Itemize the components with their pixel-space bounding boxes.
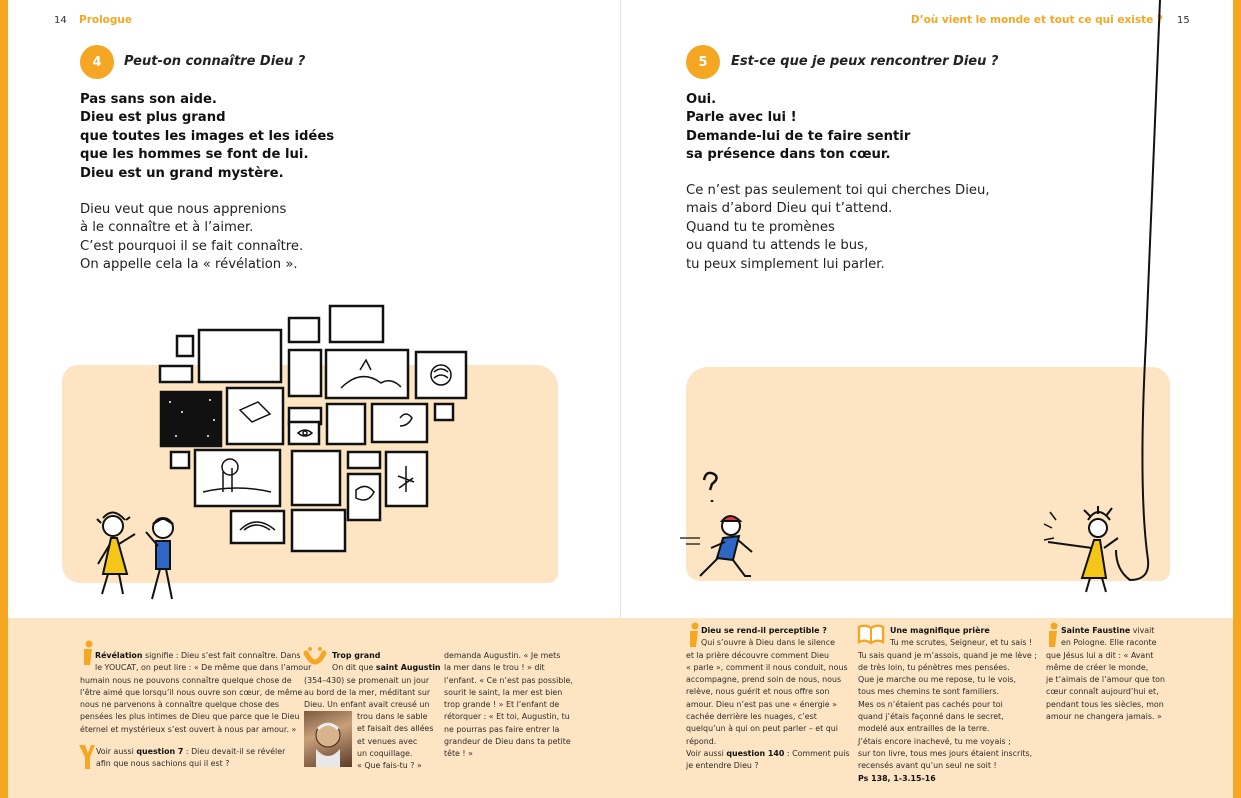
prayer-line: quand j’étais façonné dans le secret, [858, 712, 1004, 722]
left-running-title: Prologue [79, 14, 133, 26]
note-line: que Jésus lui a dit : « Avant [1046, 650, 1154, 660]
revelation-note [80, 650, 312, 736]
perceptible-note [686, 625, 850, 773]
note-line: cachée derrière les nuages, c’est [686, 712, 817, 722]
note-line: éternel et mystérieux s’est ouvert à nous par amour. » [80, 724, 297, 734]
body-line: mais d’abord Dieu qui t’attend. [686, 201, 893, 217]
note-line: humain nous ne pouvons connaître quelque chose de [80, 675, 292, 685]
faustine-note [1046, 625, 1176, 723]
body-line: C’est pourquoi il se fait connaître. [80, 238, 304, 254]
question-mark-icon [704, 473, 717, 502]
note-line: « Que fais-tu ? » [357, 761, 422, 771]
prayer-line: Tu me scrutes, Seigneur, et tu sais ! [890, 638, 1033, 648]
note-line: l’enfant. « Ce n’est pas possible, [444, 675, 573, 685]
note-line: je entendre Dieu ? [686, 761, 759, 771]
prayer-line: de très loin, tu pénètres mes pensées. [858, 662, 1010, 672]
note-line: « parle », comment il nous conduit, nous [686, 662, 848, 672]
question-number-badge: 5 [686, 45, 720, 79]
answer-line: Dieu est plus grand [80, 110, 226, 126]
note-line: en Pologne. Elle raconte [1061, 638, 1157, 648]
prayer-line: Mes os n’étaient pas cachés pour toi [858, 699, 1003, 709]
answer-line: que les hommes se font de lui. [80, 147, 309, 163]
answer-line: Dieu est un grand mystère. [80, 165, 284, 181]
right-page-number: 15 [1177, 15, 1190, 26]
answer-line: sa présence dans ton cœur. [686, 147, 891, 163]
note-line: pensées les plus intimes de Dieu que parce que le Dieu [80, 712, 300, 722]
revelation-term: Révélation [95, 651, 143, 660]
note-heading: Une magnifique prière [890, 626, 990, 635]
answer-line: Demande-lui de te faire sentir [686, 128, 911, 144]
note-line: pendant tous les siècles, mon [1046, 699, 1164, 709]
body-line: On appelle cela la « révélation ». [80, 257, 298, 273]
note-line: sourit le saint, la mer est bien [444, 687, 563, 697]
note-line: un coquillage. [357, 748, 413, 758]
augustine-portrait [304, 711, 352, 767]
prayer-line: J’étais encore inachevé, tu me voyais ; [858, 736, 1011, 746]
body-line: Dieu veut que nous apprenions [80, 202, 287, 217]
note-line: vivait [1130, 626, 1155, 635]
prayer-line: tous mes chemins te sont familiers. [858, 687, 999, 697]
note-line: signifie : Dieu s’est fait connaître. Dans [142, 651, 301, 660]
psalm-reference: Ps 138, 1-3.15-16 [858, 773, 936, 783]
note-line: rétorquer : « Et toi, Augustin, tu [444, 712, 570, 722]
note-line: je t’aimais de l’amour que ton [1046, 675, 1165, 685]
see-also-ref: question 7 [136, 747, 184, 756]
note-line: même de créer le monde, [1046, 662, 1149, 672]
note-line: : Comment puis [784, 748, 850, 758]
note-line: Dieu. Un enfant avait creusé un [304, 700, 430, 710]
note-line: grandeur de Dieu dans ta petite [444, 737, 571, 747]
prayer-line: recensés avant qu’un seul ne soit ! [858, 761, 997, 771]
note-line: demanda Augustin. « Je mets [444, 651, 561, 660]
note-line: la mer dans le trou ! » dit [444, 663, 545, 673]
note-line: trou dans le sable [357, 712, 428, 721]
note-line: : Dieu devait-il se révéler [183, 747, 286, 756]
body-line: tu peux simplement lui parler. [686, 256, 885, 272]
note-line: quelqu’un à qui on peut parler – et qui [686, 724, 838, 734]
prayer-line: modelé aux entrailles de la terre. [858, 724, 990, 734]
note-line: et la prière découvre comment Dieu [686, 650, 829, 660]
note-line: Qui s’ouvre à Dieu dans le silence [701, 638, 836, 648]
priere-note [858, 625, 1038, 785]
answer-line: Parle avec lui ! [686, 110, 797, 126]
note-line: On dit que [332, 663, 376, 673]
note-line: nous ne parvenons à connaître quelque chose des [80, 700, 279, 710]
right-running-title: D’où vient le monde et tout ce qui existe ? [910, 14, 1163, 26]
note-line: trop grande ! » Et l’enfant de [444, 700, 560, 710]
note-line: relève, nous guérit et nous offre son [686, 687, 830, 697]
prayer-line: sur ton livre, tous mes jours étaient inscrits, [858, 748, 1033, 758]
note-line: (354–430) se promenait un jour [304, 675, 430, 685]
faustine-name: Sainte Faustine [1061, 626, 1131, 635]
note-line: répond. [686, 736, 717, 746]
note-line: le YOUCAT, on peut lire : « De même que dans l’amour [95, 663, 312, 673]
answer-line: que toutes les images et les idées [80, 128, 335, 144]
answer-line: Oui. [686, 92, 717, 107]
note-line: l’être aimé que lorsqu’il nous ouvre son cœur, de même [80, 687, 303, 697]
body-line: Quand tu te promènes [686, 219, 835, 235]
note-heading: Dieu se rend-il perceptible ? [701, 626, 827, 635]
trop-grand-note-end [444, 650, 573, 761]
trop-grand-note-cont [357, 711, 447, 772]
see-also-note [96, 746, 286, 771]
note-line: tête ! » [444, 749, 473, 759]
y-bullet-icon [79, 745, 95, 769]
see-also-prefix: Voir aussi [96, 747, 137, 756]
trop-grand-note [304, 650, 444, 711]
question-title: Peut-on connaître Dieu ? [124, 54, 306, 69]
note-line: et faisait des allées [357, 724, 434, 734]
prayer-line: Tu sais quand je m’assois, quand je me lève ; [858, 650, 1037, 660]
note-line: et venues avec [357, 736, 418, 746]
note-line: accompagne, prend soin de nous, nous [686, 675, 842, 685]
body-line: Ce n’est pas seulement toi qui cherches Dieu, [686, 183, 990, 198]
note-line: ne pourras pas faire entrer la [444, 724, 560, 734]
note-heading: Trop grand [332, 651, 381, 660]
note-line: amour ne changera jamais. » [1046, 712, 1162, 722]
augustin-name: saint Augustin [375, 663, 441, 673]
note-line: amour. Dieu n’est pas une « énergie » [686, 699, 837, 709]
left-page-number: 14 [54, 15, 67, 26]
see-also-ref: question 140 [726, 748, 785, 758]
question-title: Est-ce que je peux rencontrer Dieu ? [731, 54, 999, 69]
prayer-line: Que je marche ou me repose, tu le vois, [858, 675, 1017, 685]
note-line: cœur connaît aujourd’hui et, [1046, 687, 1159, 697]
answer-line: Pas sans son aide. [80, 92, 217, 107]
note-line: au bord de la mer, méditant sur [304, 687, 431, 697]
body-line: à le connaître et à l’aimer. [80, 220, 254, 236]
body-line: ou quand tu attends le bus, [686, 238, 869, 254]
question-number-badge: 4 [80, 45, 114, 79]
note-line: afin que nous sachions qui il est ? [96, 759, 230, 769]
see-also-prefix: Voir aussi [686, 748, 727, 758]
